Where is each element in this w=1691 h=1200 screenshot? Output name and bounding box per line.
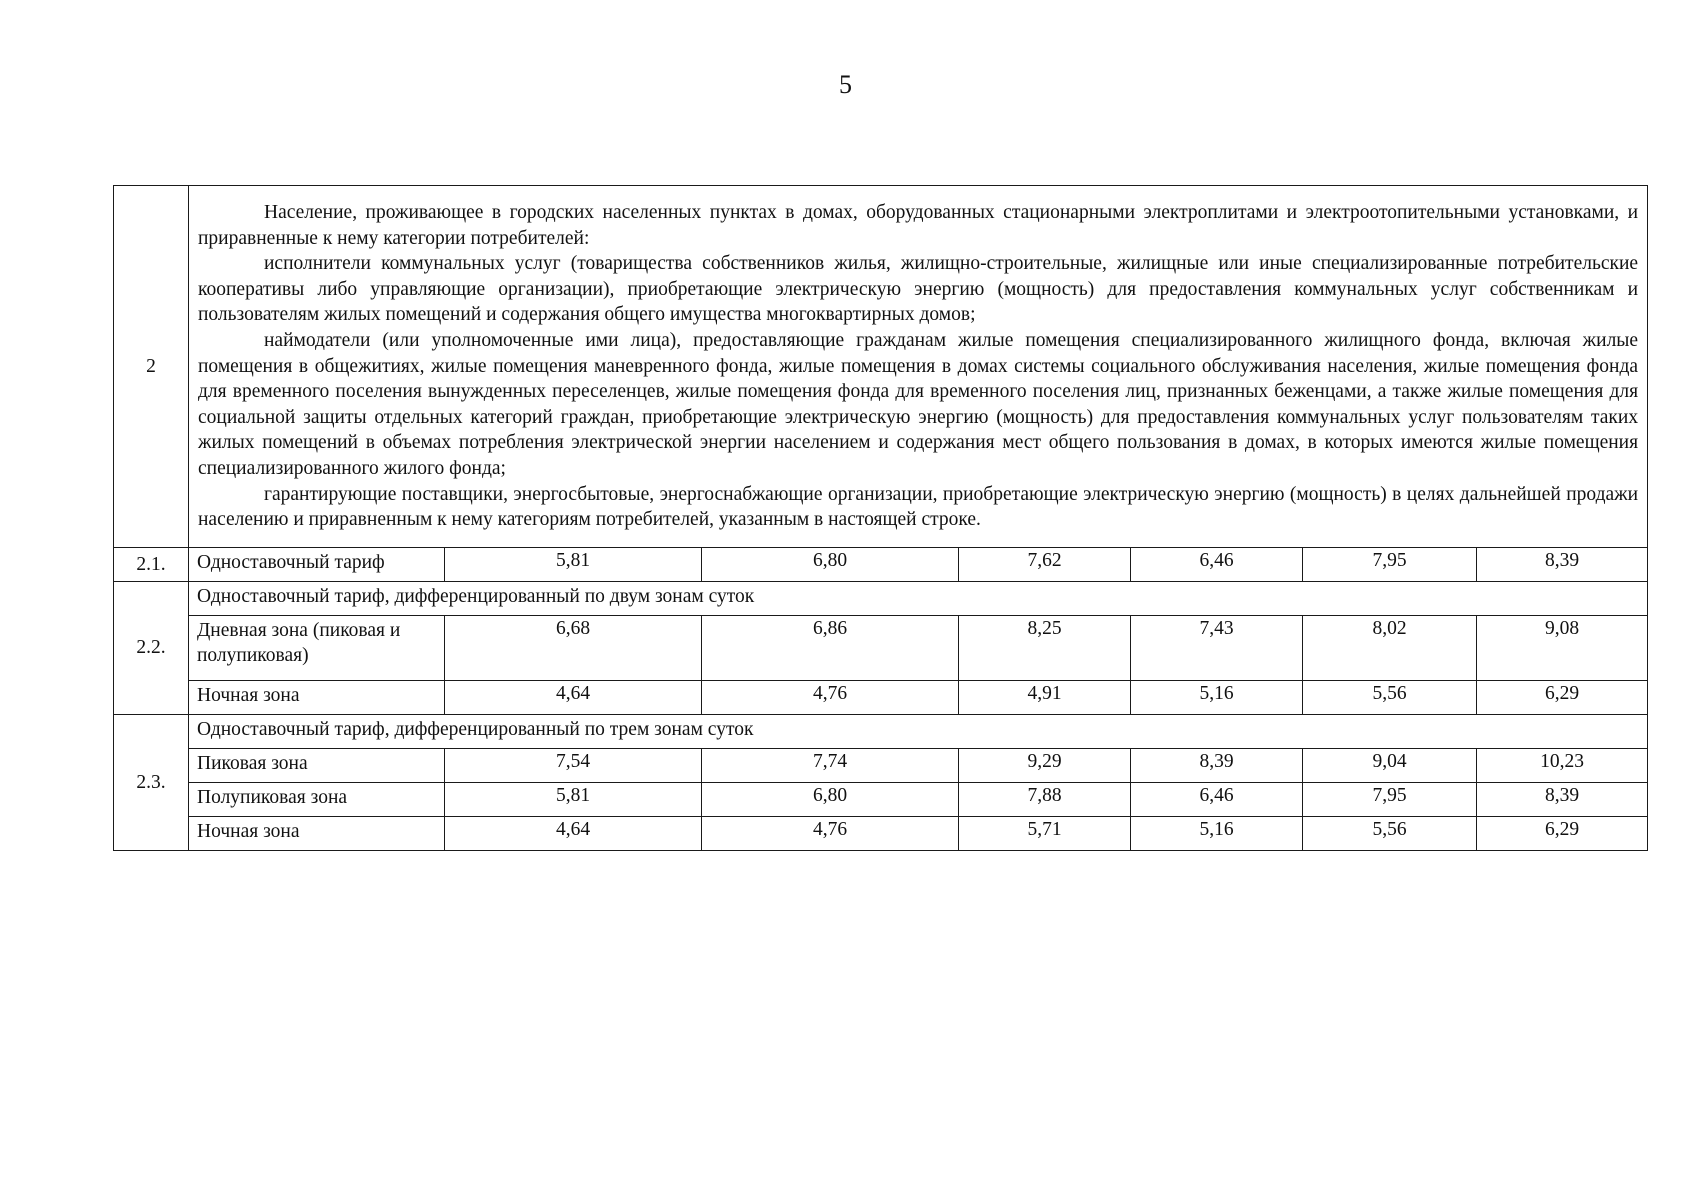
description-paragraph-2: исполнители коммунальных услуг (товарищества собственников жилья, жилищно-строительные, жилищные или иные специализированные потребительские кооперативы либо управляющие организации), приобретающие электрическую энергию (мощность) для предоставления коммунальных услуг собственникам и пользователям жилых помещений и содержания общего имущества многоквартирных домов; xyxy=(198,253,1639,326)
value-cell: 6,46 xyxy=(1131,547,1303,581)
row-label: Ночная зона xyxy=(189,680,445,714)
value-cell: 5,16 xyxy=(1131,680,1303,714)
value-cell: 8,02 xyxy=(1303,615,1477,680)
value-cell: 9,08 xyxy=(1477,615,1648,680)
table-row-2-2-night xyxy=(114,680,1648,714)
value-cell: 6,68 xyxy=(445,615,702,680)
value-cell: 9,29 xyxy=(959,748,1131,782)
row-label: Пиковая зона xyxy=(189,748,445,782)
row-label: Дневная зона (пиковая и полупиковая) xyxy=(189,615,445,680)
value-cell: 7,62 xyxy=(959,547,1131,581)
table-row-2-3-peak xyxy=(114,748,1648,782)
value-cell: 5,71 xyxy=(959,816,1131,850)
value-cell: 6,29 xyxy=(1477,816,1648,850)
value-cell: 8,39 xyxy=(1477,547,1648,581)
table-row-2-3-heading xyxy=(114,714,1648,748)
row-number-2-1: 2.1. xyxy=(114,547,189,581)
table-row-2-2-heading xyxy=(114,581,1648,615)
value-cell: 5,81 xyxy=(445,782,702,816)
value-cell: 8,39 xyxy=(1477,782,1648,816)
value-cell: 6,80 xyxy=(702,547,959,581)
value-cell: 10,23 xyxy=(1477,748,1648,782)
value-cell: 6,80 xyxy=(702,782,959,816)
value-cell: 4,64 xyxy=(445,816,702,850)
description-paragraph-3: наймодатели (или уполномоченные ими лица), предоставляющие гражданам жилые помещения специализированного жилищного фонда, включая жилые помещения в общежитиях, жилые помещения маневренного фонда, жилые помещения в домах системы социального обслуживания населения, жилые помещения фонда для временного поселения вынужденных переселенцев, жилые помещения фонда для временного поселения лиц, признанных беженцами, а также жилые помещения для социальной защиты отдельных категорий граждан, приобретающие электрическую энергию (мощность) для предоставления коммунальных услуг пользователям таких жилых помещений в объемах потребления электрической энергии населением и содержания мест общего пользования в домах, в которых имеются жилые помещения специализированного жилого фонда; xyxy=(198,329,1639,479)
value-cell: 5,16 xyxy=(1131,816,1303,850)
table-row-2-3-night xyxy=(114,816,1648,850)
row-label: Полупиковая зона xyxy=(189,782,445,816)
row-label: Одноставочный тариф xyxy=(189,547,445,581)
value-cell: 5,56 xyxy=(1303,816,1477,850)
row-number-2-2: 2.2. xyxy=(114,581,189,714)
value-cell: 7,88 xyxy=(959,782,1131,816)
value-cell: 7,54 xyxy=(445,748,702,782)
value-cell: 7,43 xyxy=(1131,615,1303,680)
table-row-2-2-day xyxy=(114,615,1648,680)
page-number: 5 xyxy=(839,70,852,99)
value-cell: 8,25 xyxy=(959,615,1131,680)
row-heading: Одноставочный тариф, дифференцированный по двум зонам суток xyxy=(189,581,1648,615)
row-number-2-3: 2.3. xyxy=(114,714,189,850)
value-cell: 4,76 xyxy=(702,680,959,714)
tariff-table xyxy=(113,185,1648,851)
row-label: Ночная зона xyxy=(189,816,445,850)
value-cell: 9,04 xyxy=(1303,748,1477,782)
description-paragraph-1: Население, проживающее в городских населенных пунктах в домах, оборудованных стационарными электроплитами и электроотопительными установками, и приравненные к нему категории потребителей: xyxy=(198,202,1639,249)
section-2-description xyxy=(189,186,1648,548)
description-paragraph-4: гарантирующие поставщики, энергосбытовые, энергоснабжающие организации, приобретающие электрическую энергию (мощность) в целях дальнейшей продажи населению и приравненным к нему категориям потребителей, указанным в настоящей строке. xyxy=(198,483,1639,531)
value-cell: 5,81 xyxy=(445,547,702,581)
row-heading: Одноставочный тариф, дифференцированный по трем зонам суток xyxy=(189,714,1648,748)
table-row-2-1 xyxy=(114,547,1648,581)
value-cell: 4,91 xyxy=(959,680,1131,714)
value-cell: 6,46 xyxy=(1131,782,1303,816)
value-cell: 5,56 xyxy=(1303,680,1477,714)
row-number-2: 2 xyxy=(114,186,189,548)
value-cell: 7,95 xyxy=(1303,782,1477,816)
value-cell: 4,64 xyxy=(445,680,702,714)
table-row-2-3-semipeak xyxy=(114,782,1648,816)
value-cell: 7,95 xyxy=(1303,547,1477,581)
value-cell: 6,86 xyxy=(702,615,959,680)
value-cell: 6,29 xyxy=(1477,680,1648,714)
value-cell: 7,74 xyxy=(702,748,959,782)
value-cell: 8,39 xyxy=(1131,748,1303,782)
section-2-row xyxy=(114,186,1648,548)
value-cell: 4,76 xyxy=(702,816,959,850)
